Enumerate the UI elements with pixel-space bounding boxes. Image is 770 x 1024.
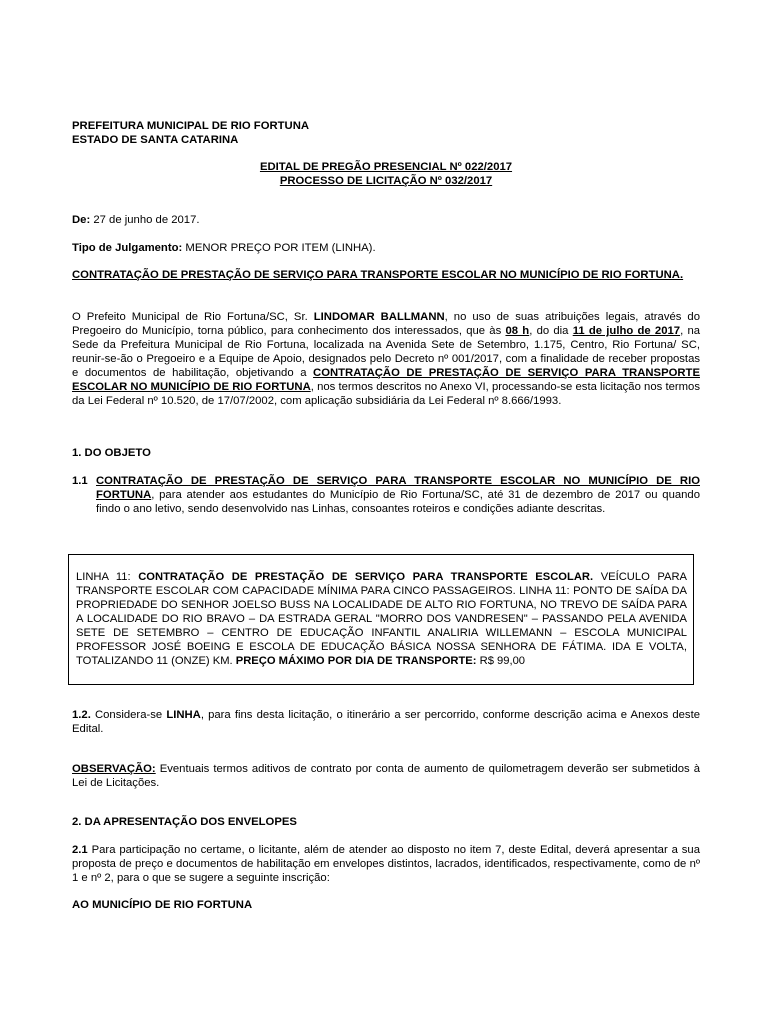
subject-heading: CONTRATAÇÃO DE PRESTAÇÃO DE SERVIÇO PARA TRANSPORTE ESCOLAR NO MUNICÍPIO DE RIO FORTUNA. [72, 269, 684, 281]
edital-title-line1: EDITAL DE PREGÃO PRESENCIAL Nº 022/2017 [259, 161, 513, 173]
observation [72, 762, 700, 790]
date-line [72, 213, 700, 227]
linha-11-box: LINHA 11: CONTRATAÇÃO DE PRESTAÇÃO DE SERVIÇO PARA TRANSPORTE ESCOLAR. VEÍCULO PARA TRANSPORTE ESCOLAR COM CAPACIDADE MÍNIMA PARA CINCO PASSAGEIROS. LINHA 11: PONTO DE SAÍDA DA PROPRIEDADE DO SENHOR JOELSO BUSS NA LOCALIDADE DE ALTO RIO FORTUNA, NO TREVO DE SAÍDA PARA A LOCALIDADE DO RIO BRAVO – DA ESTRADA GERAL "MORRO DOS VANDRESEN" – PASSANDO PELA AVENIDA SETE DE SETEMBRO – CENTRO DE EDUCAÇÃO INFANTIL ANALIRIA WILLEMANN – ESCOLA MUNICIPAL PROFESSOR JOSÉ BOEING E ESCOLA DE EDUCAÇÃO BÁSICA NOSSA SENHORA DE FÁTIMA. IDA E VOLTA, TOTALIZANDO 11 (ONZE) KM. PREÇO MÁXIMO POR DIA DE TRANSPORTE: R$ 99,00 [68, 554, 694, 685]
session-date: 11 de julho de 2017 [572, 325, 681, 337]
header-estado: ESTADO DE SANTA CATARINA [72, 134, 239, 146]
item-2-1-text: Para participação no certame, o licitante, além de atender ao disposto no item 7, deste Edital, deverá apresentar a sua proposta de preço e documentos de habilitação em envelopes distintos, lacrados, identificados, respectivamente, como de nº 1 e nº 2, para o que se sugere a seguinte inscrição: [72, 844, 700, 884]
item-2-1 [72, 843, 700, 885]
linha-11-description: VEÍCULO PARA TRANSPORTE ESCOLAR COM CAPACIDADE MÍNIMA PARA CINCO PASSAGEIROS. LINHA 11: PONTO DE SAÍDA DA PROPRIEDADE DO SENHOR JOELSO BUSS NA LOCALIDADE DE ALTO RIO FORTUNA, NO TREVO DE SAÍDA PARA A LOCALIDADE DO RIO BRAVO – DA ESTRADA GERAL "MORRO DOS VANDRESEN" – PASSANDO PELA AVENIDA SETE DE SETEMBRO – CENTRO DE EDUCAÇÃO INFANTIL ANALIRIA WILLEMANN – ESCOLA MUNICIPAL PROFESSOR JOSÉ BOEING E ESCOLA DE EDUCAÇÃO BÁSICA NOSSA SENHORA DE FÁTIMA. IDA E VOLTA, TOTALIZANDO 11 (ONZE) KM. [76, 571, 688, 667]
section2-heading: 2. DA APRESENTAÇÃO DOS ENVELOPES [72, 816, 297, 828]
item-1-1-text: , para atender aos estudantes do Município de Rio Fortuna/SC, até 31 de dezembro de 2017 ou quando findo o ano letivo, sendo desenvolvido nas Linhas, consoantes roteiros e condições adiante descritas. [96, 489, 700, 515]
edital-title-line2: PROCESSO DE LICITAÇÃO Nº 032/2017 [279, 175, 493, 187]
session-hour: 08 h [505, 325, 530, 337]
intro-paragraph: O Prefeito Municipal de Rio Fortuna/SC, Sr. LINDOMAR BALLMANN, no uso de suas atribuições legais, através do Pregoeiro do Município, torna público, para conhecimento dos interessados, que às 08 h, do dia 11 de julho de 2017, na Sede da Prefeitura Municipal de Rio Fortuna, localizada na Avenida Sete de Setembro, 1.175, Centro, Rio Fortuna/ SC, reunir-se-ão o Pregoeiro e a Equipe de Apoio, designados pelo Decreto nº 001/2017, com a finalidade de receber propostas e documentos de habilitação, objetivando a CONTRATAÇÃO DE PRESTAÇÃO DE SERVIÇO PARA TRANSPORTE ESCOLAR NO MUNICÍPIO DE RIO FORTUNA, nos termos descritos no Anexo VI, processando-se esta licitação nos termos da Lei Federal nº 10.520, de 17/07/2002, com aplicação subsidiária da Lei Federal nº 8.666/1993. [72, 311, 701, 407]
linha-11-title: CONTRATAÇÃO DE PRESTAÇÃO DE SERVIÇO PARA TRANSPORTE ESCOLAR. [138, 571, 594, 583]
item-1-1-number: 1.1 [72, 475, 88, 487]
header-block [72, 119, 700, 147]
judgment-type-value: MENOR PREÇO POR ITEM (LINHA). [182, 242, 376, 254]
observation-label: OBSERVAÇÃO: [72, 763, 156, 775]
item-1-1-object: CONTRATAÇÃO DE PRESTAÇÃO DE SERVIÇO PARA TRANSPORTE ESCOLAR NO MUNICÍPIO DE RIO FORTUNA [96, 475, 700, 501]
judgment-type-label: Tipo de Julgamento: [72, 242, 183, 254]
header-prefeitura: PREFEITURA MUNICIPAL DE RIO FORTUNA [72, 120, 310, 132]
item-1-2-number: 1.2. [72, 709, 91, 721]
max-price-label: PREÇO MÁXIMO POR DIA DE TRANSPORTE: [235, 655, 477, 667]
linha-term: LINHA [166, 709, 201, 721]
date-value: 27 de junho de 2017. [90, 214, 200, 226]
envelope-address: AO MUNICÍPIO DE RIO FORTUNA [72, 899, 253, 911]
section1-heading: 1. DO OBJETO [72, 447, 151, 459]
observation-text: Eventuais termos aditivos de contrato por conta de aumento de quilometragem deverão ser submetidos à Lei de Licitações. [72, 763, 700, 789]
intro-object: CONTRATAÇÃO DE PRESTAÇÃO DE SERVIÇO PARA TRANSPORTE ESCOLAR NO MUNICÍPIO DE RIO FORTUNA [72, 367, 700, 393]
date-label: De: [72, 214, 91, 226]
item-1-1 [72, 474, 700, 516]
item-2-1-number: 2.1 [72, 844, 88, 856]
item-1-2: 1.2. Considera-se LINHA, para fins desta licitação, o itinerário a ser percorrido, conforme descrição acima e Anexos deste Edital. [72, 709, 700, 735]
judgment-type-line [72, 241, 700, 255]
max-price-value: R$ 99,00 [476, 655, 526, 667]
edital-title [72, 160, 700, 188]
mayor-name: LINDOMAR BALLMANN [313, 311, 445, 323]
